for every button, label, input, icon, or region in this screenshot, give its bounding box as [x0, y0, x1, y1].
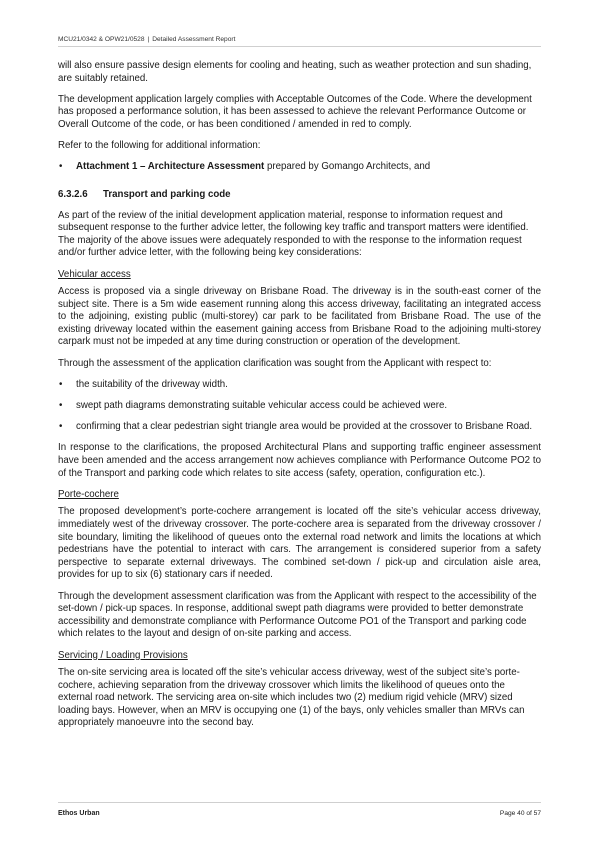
paragraph-refer: Refer to the following for additional information:	[58, 140, 261, 152]
report-title: Detailed Assessment Report	[152, 36, 236, 43]
list-item: • confirming that a clear pedestrian sight triangle area would be provided at the crossover to Brisbane Road.	[58, 421, 541, 434]
page-footer	[58, 802, 541, 817]
attachment-title: Attachment 1 – Architecture Assessment	[76, 161, 265, 173]
list-item	[58, 161, 541, 174]
paragraph-servicing: The on-site servicing area is located off the site’s vehicular access driveway, west of the subject site’s porte-cochere, achieving separation from the driveway crossover which limits the likelihood of queues onto the external road network. The servicing area on-site which includes two (2) medium rigid vehicle (MRV) sized loading bays. However, when an MRV is occupying one (1) of the bays, only vehicles smaller than MRVs can appropriately manoeuvre into the second bay.	[58, 667, 525, 729]
paragraph-access: Access is proposed via a single driveway on Brisbane Road. The driveway is in the south-east corner of the subject site. There is a 5m wide easement running along this access driveway, facilitating an integrated access to the adjoining, existing public (multi-storey) car park to be facilitated from Brisbane Road. The use of the existing driveway located within the easement gaining access from Brisbane Road to the adjoining multi-storey carpark must not be impeded at any time during construction or operation of the development.	[58, 286, 541, 348]
page-header	[58, 36, 541, 47]
page-number: Page 40 of 57	[499, 810, 541, 817]
report-reference: MCU21/0342 & OPW21/0528	[58, 36, 145, 43]
paragraph-set-down: Through the development assessment clarification was from the Applicant with respect to the accessibility of the set-down / pick-up spaces. In response, additional swept path diagrams were provided to better demonstrate accessibility and demonstrate compliance with Performance Outcome PO1 of the Transport and parking code which relates to the layout and design of on-site parking and access.	[58, 590, 537, 640]
subheading-vehicular-access: Vehicular access	[58, 268, 131, 280]
company-name: Ethos Urban	[58, 810, 100, 817]
paragraph-porte-cochere: The proposed development’s porte-cochere arrangement is located off the site’s vehicular access driveway, immediately west of the driveway crossover. The porte-cochere area is separated from the driveway crossover / site boundary, limiting the likelihood of queues onto the external road network and limits the locations at which pedestrians have the potential to interact with cars. The arrangement is considered superior from a safety perspective to separate external driveways. The combined set-down / pick-up and circulation aisle area, provides for up to six (6) stationary cars if needed.	[58, 506, 541, 581]
list-item: • the suitability of the driveway width.	[58, 379, 541, 392]
paragraph-clarification: Through the assessment of the application clarification was sought from the Applicant with respect to:	[58, 357, 492, 369]
clarification-list	[58, 379, 541, 434]
header-separator: |	[147, 36, 150, 43]
paragraph-review: As part of the review of the initial development application material, response to information request and subsequent response to the further advice letter, the following key traffic and transport matters were identified. The majority of the above issues were adequately responded to with the response to the information request and/or further advice letter, with the following being key considerations:	[58, 209, 529, 259]
section-number: 6.3.2.6	[58, 188, 88, 200]
attachment-list	[58, 161, 541, 174]
paragraph-passive-design: will also ensure passive design elements for cooling and heating, such as weather protection and sun shading, are suitably retained.	[58, 60, 532, 84]
list-item: • swept path diagrams demonstrating suitable vehicular access could be achieved were.	[58, 400, 541, 413]
subheading-servicing: Servicing / Loading Provisions	[58, 649, 188, 661]
page-body	[58, 60, 541, 739]
section-heading	[58, 189, 541, 202]
paragraph-response: In response to the clarifications, the proposed Architectural Plans and supporting traffic engineer assessment have been amended and the access arrangement now achieves compliance with Performance Outcome PO2 to of the Transport and parking code which relates to site access (safety, operation, configuration etc.).	[58, 442, 541, 479]
paragraph-compliance: The development application largely complies with Acceptable Outcomes of the Code. Where the development has proposed a performance solution, it has been assessed to achieve the relevant Performance Outcome or Overall Outcome of the code, or has been conditioned / amended in red to comply.	[58, 93, 532, 130]
subheading-porte-cochere: Porte-cochere	[58, 488, 119, 500]
attachment-text: prepared by Gomango Architects, and	[264, 161, 431, 173]
section-title: Transport and parking code	[103, 188, 231, 200]
